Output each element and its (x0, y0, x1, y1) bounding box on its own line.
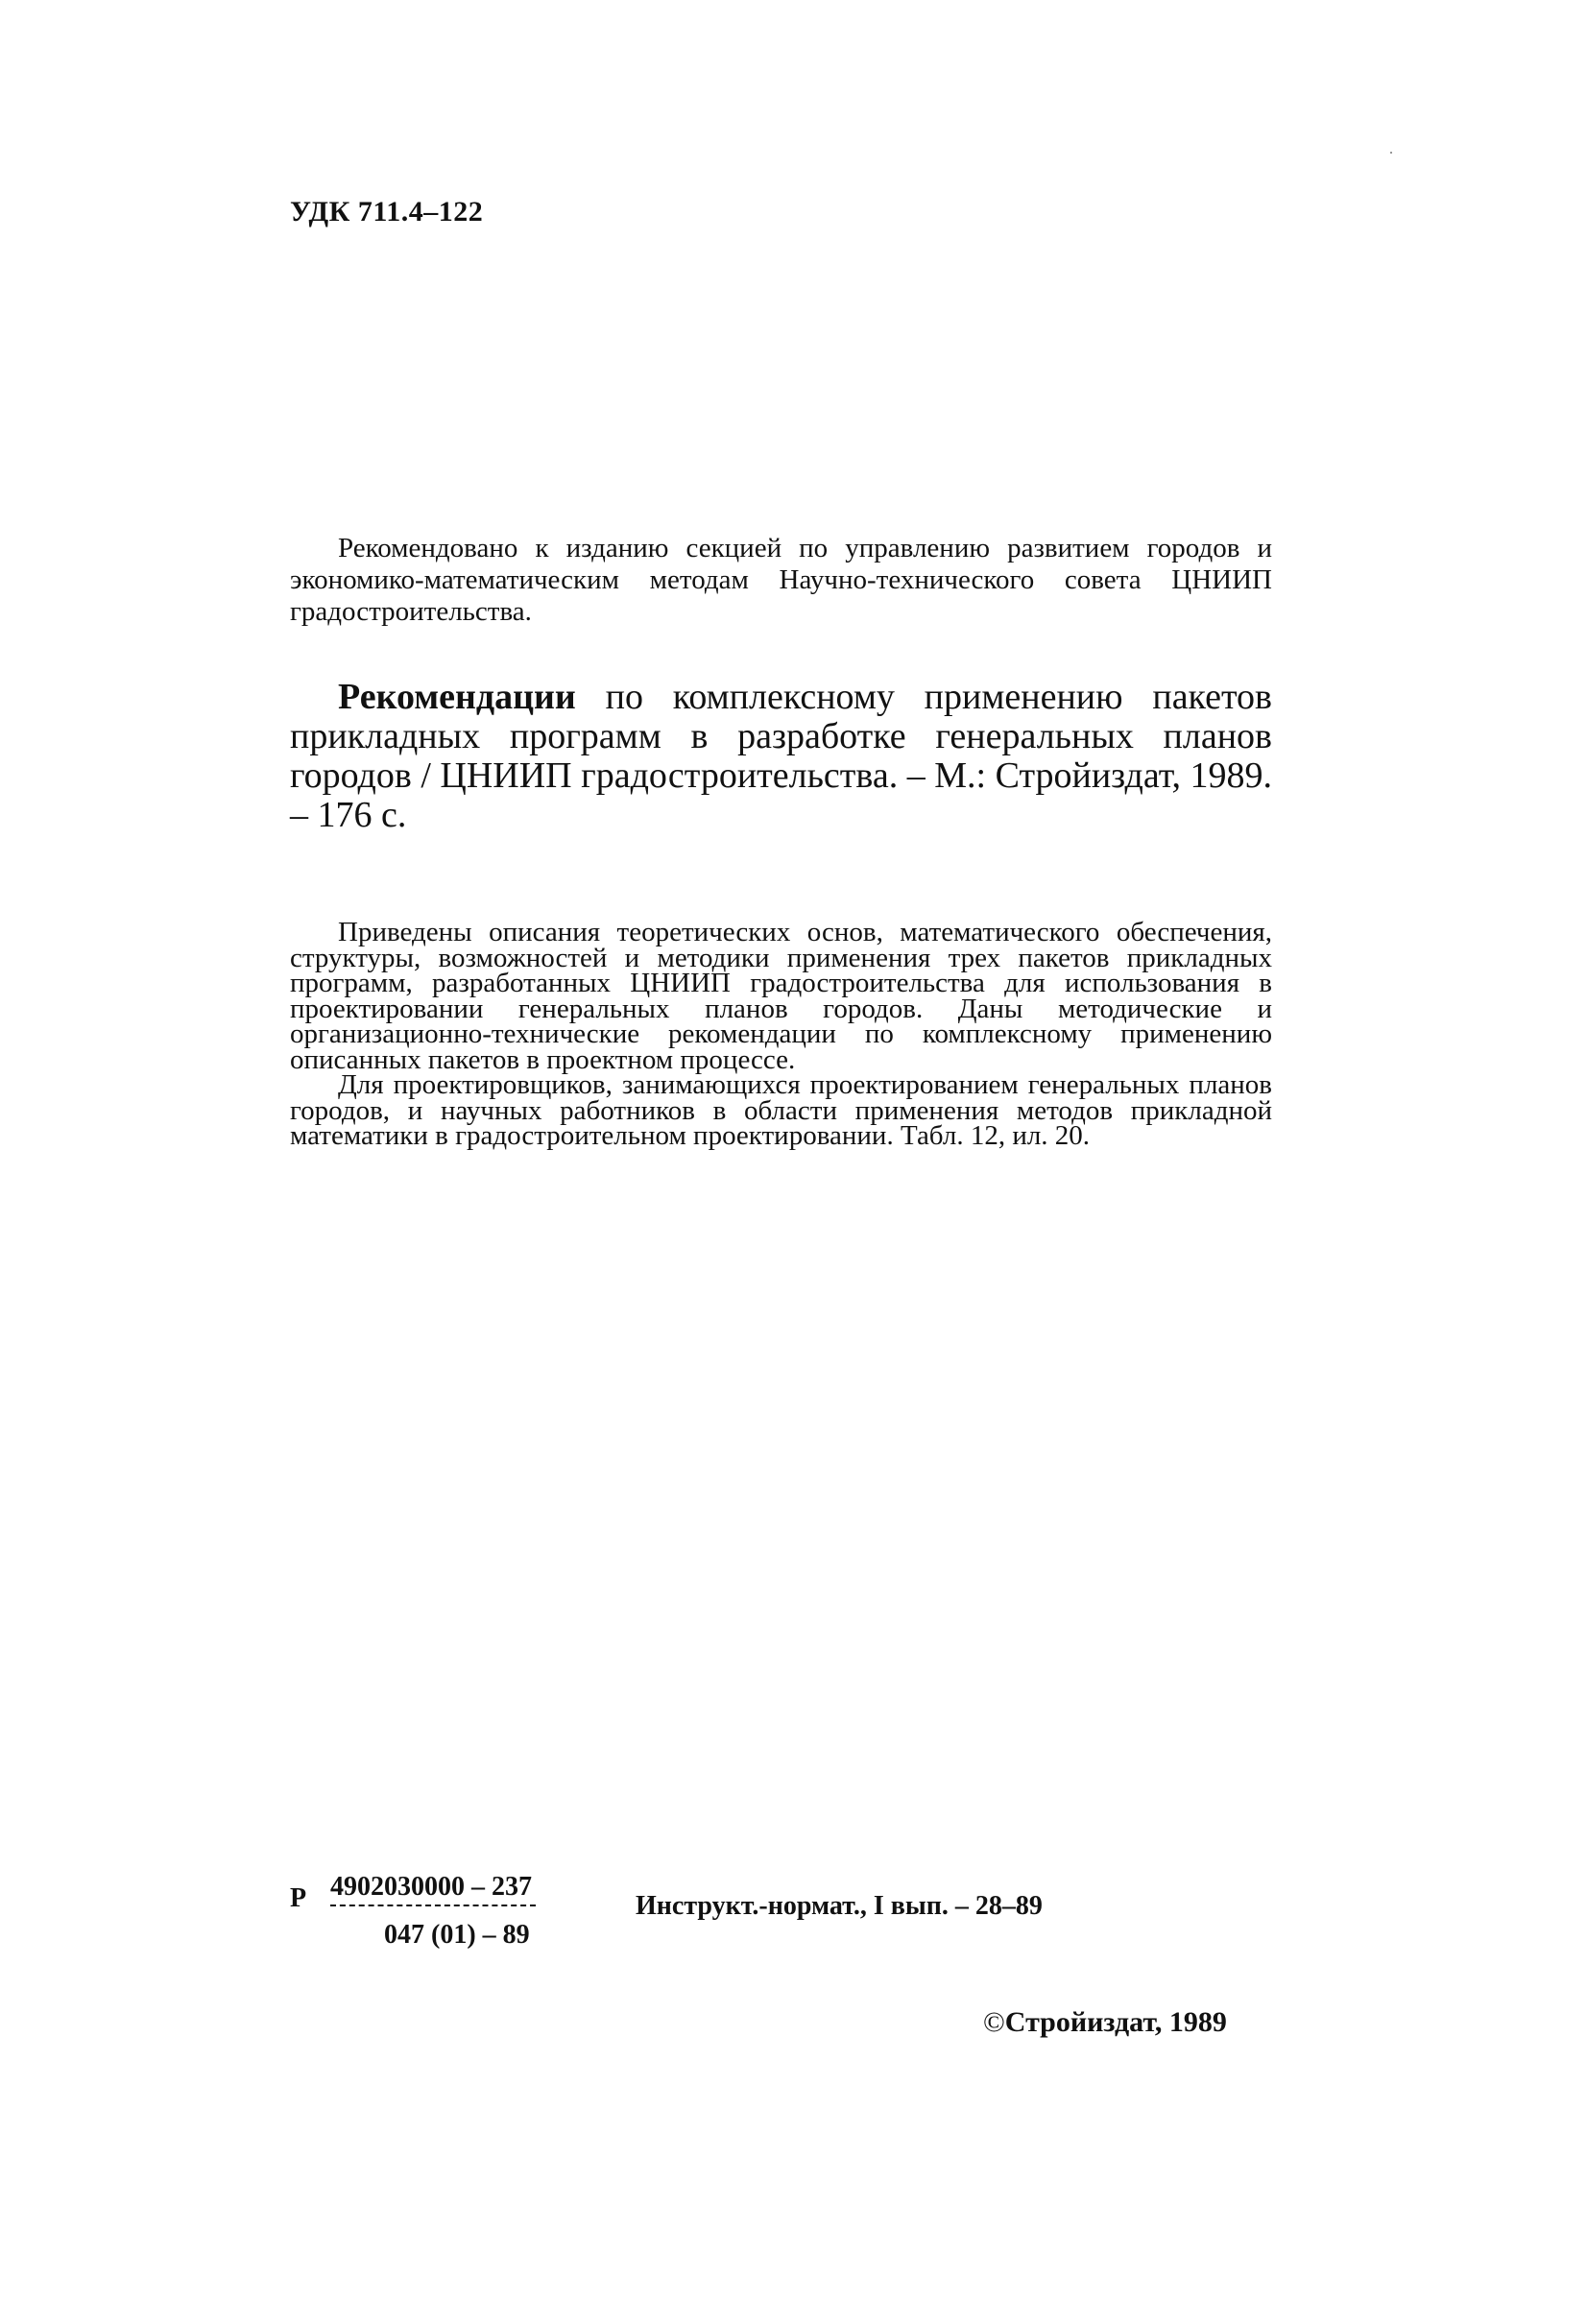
abstract-paragraph-1: Приведены описания теоретических основ, математического обеспечения, структуры, возможностей и методики применения трех пакетов прикладных программ, разработанных ЦНИИП градостроительства для использования в проектировании генеральных планов городов. Даны методические и организационно-технические рекомендации по комплексному применению описанных пакетов в проектном процессе. (290, 917, 1272, 1075)
scan-speck (1390, 152, 1392, 154)
publication-approval-note (290, 533, 1272, 628)
abstract-paragraph-2: Для проектировщиков, занимающихся проектированием генеральных планов городов, и научных работников в области применения методов прикладной математики в градостроительном проектировании. Табл. 12, ил. 20. (290, 1069, 1272, 1151)
udk-code: УДК 711.4–122 (290, 196, 484, 228)
copyright-symbol: © (983, 2006, 1005, 2038)
abstract (290, 917, 1272, 1151)
catalog-series: Инструкт.-нормат., I вып. – 28–89 (636, 1891, 1043, 1921)
catalog-numerator: 4902030000 – 237 (330, 1872, 536, 1906)
catalog-letter: Р (290, 1883, 307, 1913)
copyright-text: Стройиздат, 1989 (1004, 2006, 1227, 2038)
catalog-denominator: 047 (01) – 89 (384, 1920, 530, 1950)
catalog-index (290, 1872, 1298, 1958)
copyright-notice (983, 2006, 1227, 2039)
bibliographic-citation (290, 678, 1272, 835)
citation-rest: по комплексному применению пакетов прикладных программ в разработке генеральных планов городов / ЦНИИП градостроительства. – М.: Стройиздат, 1989. – 176 с. (290, 677, 1272, 835)
approval-text: Рекомендовано к изданию секцией по управлению развитием городов и экономико-математическим методам Научно-технического совета ЦНИИП градостроительства. (290, 533, 1272, 627)
citation-paragraph (290, 678, 1272, 835)
citation-title-word: Рекомендации (338, 677, 576, 717)
